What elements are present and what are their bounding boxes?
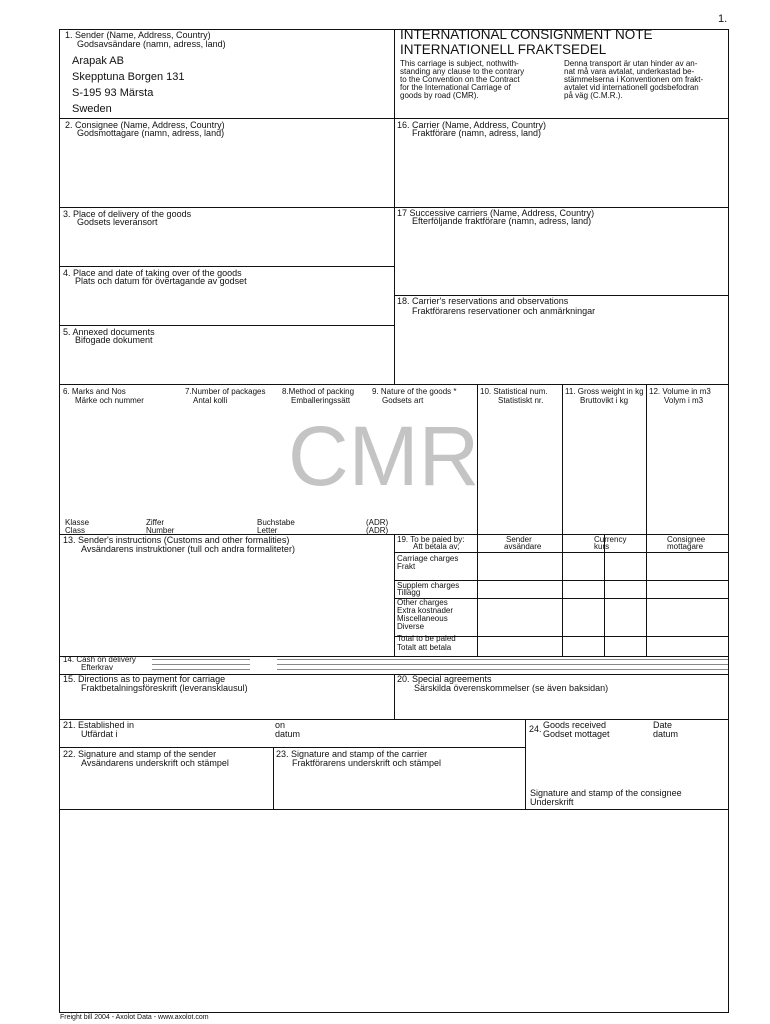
payment-directions-label-sv: Fraktbetalningsföreskrift (leveransklausul) xyxy=(81,683,248,693)
special-agreements-field[interactable] xyxy=(395,695,728,718)
successive-carriers-label-sv: Efterföljande fraktförare (namn, adress, land) xyxy=(412,216,592,226)
successive-carriers-label: 17 Successive carriers (Name, Address, Country) xyxy=(397,208,595,218)
taking-over-label: 4. Place and date of taking over of the goods xyxy=(63,268,242,278)
taking-over-field[interactable] xyxy=(60,288,394,324)
taking-over-label-sv: Plats och datum för övertagande av godset xyxy=(75,276,247,286)
charge-row-carriage: Carriage charges xyxy=(397,554,459,563)
charge-row-total: Total to be paied xyxy=(397,634,456,643)
adr-number: Number xyxy=(146,526,175,535)
packing-header: 8.Method of packing xyxy=(282,387,355,396)
payer-consignee: Consignee xyxy=(667,535,706,544)
to-be-paid-label-sv: Att betala av; xyxy=(413,542,460,551)
sender-signature-label-sv: Avsändarens underskrift och stämpel xyxy=(81,758,229,768)
packing-header-sv: Emballeringssätt xyxy=(291,396,351,405)
packages-header: 7.Number of packages xyxy=(185,387,266,396)
gross-weight-header-sv: Bruttovikt i kg xyxy=(580,396,629,405)
gross-weight-header: 11. Gross weight in kg xyxy=(565,387,644,396)
established-on-label: on xyxy=(275,720,286,730)
payer-currency-sv: kurs xyxy=(594,542,610,551)
place-of-delivery-label-sv: Godsets leveransort xyxy=(77,217,158,227)
carrier-signature-label-sv: Fraktförarens underskrift och stämpel xyxy=(292,758,442,768)
consignee-signature-label: Signature and stamp of the consignee xyxy=(530,788,682,798)
payer-sender: Sender xyxy=(506,535,532,544)
adr-label-1: (ADR) xyxy=(366,518,389,527)
place-of-delivery-label: 3. Place of delivery of the goods xyxy=(63,209,192,219)
sender-signature-label: 22. Signature and stamp of the sender xyxy=(63,749,217,759)
statistical-header: 10. Statistical num. xyxy=(480,387,548,396)
marks-header-sv: Märke och nummer xyxy=(75,396,144,405)
annexed-documents-field[interactable] xyxy=(60,347,394,383)
payment-directions-label: 15. Directions as to payment for carriage xyxy=(63,674,226,684)
carrier-signature-field[interactable] xyxy=(274,770,524,808)
charge-row-other-sv: Extra kostnader xyxy=(397,606,454,615)
statistical-header-sv: Statistiskt nr. xyxy=(498,396,544,405)
consignee-signature-label-sv: Underskrift xyxy=(530,797,574,807)
sender-label-sv: Godsavsändare (namn, adress, land) xyxy=(77,39,226,49)
instructions-label: 13. Sender's instructions (Customs and other formalities) xyxy=(63,535,290,545)
adr-buchstabe: Buchstabe xyxy=(257,518,295,527)
successive-carriers-field[interactable] xyxy=(395,228,728,294)
marks-header: 6. Marks and Nos xyxy=(63,387,126,396)
goods-received-date: Date xyxy=(653,720,673,730)
established-in-label-sv: Utfärdat i xyxy=(81,729,118,739)
packages-header-sv: Antal kolli xyxy=(193,396,228,405)
charge-row-supplementary-sv: Tillägg xyxy=(397,588,421,597)
payer-consignee-sv: mottagare xyxy=(667,542,704,551)
annexed-documents-label: 5. Annexed documents xyxy=(63,327,155,337)
goods-received-label: Goods received xyxy=(543,720,607,730)
consignee-label-sv: Godsmottagare (namn, adress, land) xyxy=(77,128,225,138)
reservations-label-sv: Fraktförarens reservationer och anmärkningar xyxy=(412,306,596,316)
sender-city[interactable]: S-195 93 Märsta xyxy=(72,87,154,99)
sender-street[interactable]: Skepptuna Borgen 131 xyxy=(72,71,185,83)
reservations-field[interactable] xyxy=(395,318,728,383)
payment-directions-field[interactable] xyxy=(60,695,394,718)
special-agreements-label-sv: Särskilda överenskommelser (se även baksidan) xyxy=(414,683,609,693)
goods-received-number: 24. xyxy=(529,724,542,734)
established-in-label: 21. Established in xyxy=(63,720,135,730)
established-on-label-sv: datum xyxy=(275,729,301,739)
sender-signature-field[interactable] xyxy=(60,770,272,808)
charge-row-total-sv: Totalt att betala xyxy=(397,643,452,652)
charge-row-other: Other charges xyxy=(397,598,448,607)
charge-row-supplementary: Supplem charges xyxy=(397,581,460,590)
adr-ziffer: Ziffer xyxy=(146,518,165,527)
page-number: 1. xyxy=(718,13,728,25)
nature-header: 9. Nature of the goods * xyxy=(372,387,457,396)
reservations-label: 18. Carrier's reservations and observations xyxy=(397,296,569,306)
consignee-label: 2. Consignee (Name, Address, Country) xyxy=(65,120,225,130)
volume-header-sv: Volym i m3 xyxy=(664,396,704,405)
carrier-label-sv: Fraktförare (namn, adress, land) xyxy=(412,128,542,138)
payer-currency: Currency xyxy=(594,535,627,544)
cash-on-delivery-label-sv: Efterkrav xyxy=(81,663,114,672)
goods-received-date-sv: datum xyxy=(653,729,679,739)
consignee-field[interactable] xyxy=(60,140,394,206)
carrier-signature-label: 23. Signature and stamp of the carrier xyxy=(276,749,428,759)
adr-label-2: (ADR) xyxy=(366,526,389,535)
volume-header: 12. Volume in m3 xyxy=(649,387,711,396)
to-be-paid-label: 19. To be paied by: xyxy=(397,535,465,544)
adr-class: Class xyxy=(65,526,86,535)
sender-label: 1. Sender (Name, Address, Country) xyxy=(65,30,211,40)
title-sv: INTERNATIONELL FRAKTSEDEL xyxy=(400,42,607,57)
nature-header-sv: Godsets art xyxy=(382,396,424,405)
special-agreements-label: 20. Special agreements xyxy=(397,674,492,684)
title-en: INTERNATIONAL CONSIGNMENT NOTE xyxy=(400,27,653,42)
payer-sender-sv: avsändare xyxy=(504,542,542,551)
charge-row-misc-sv: Diverse xyxy=(397,622,425,631)
place-of-delivery-field[interactable] xyxy=(60,229,394,265)
goods-received-label-sv: Godset mottaget xyxy=(543,729,610,739)
sender-name[interactable]: Arapak AB xyxy=(72,55,124,67)
cmr-watermark: CMR xyxy=(288,409,480,503)
adr-letter: Letter xyxy=(257,526,278,535)
instructions-field[interactable] xyxy=(60,556,394,655)
sender-country[interactable]: Sweden xyxy=(72,103,112,115)
footer-credit: Freight bill 2004 - Axolot Data - www.axolot.com xyxy=(60,1014,209,1021)
carrier-field[interactable] xyxy=(395,140,728,206)
cash-on-delivery-label: 14. Cash on delivery xyxy=(63,655,136,664)
annexed-documents-label-sv: Bifogade dokument xyxy=(75,335,153,345)
charge-row-misc: Miscellaneous xyxy=(397,614,448,623)
carrier-label: 16. Carrier (Name, Address, Country) xyxy=(397,120,547,130)
instructions-label-sv: Avsändarens instruktioner (tull och andra formaliteter) xyxy=(81,544,295,554)
adr-klasse: Klasse xyxy=(65,518,90,527)
charge-row-carriage-sv: Frakt xyxy=(397,562,416,571)
